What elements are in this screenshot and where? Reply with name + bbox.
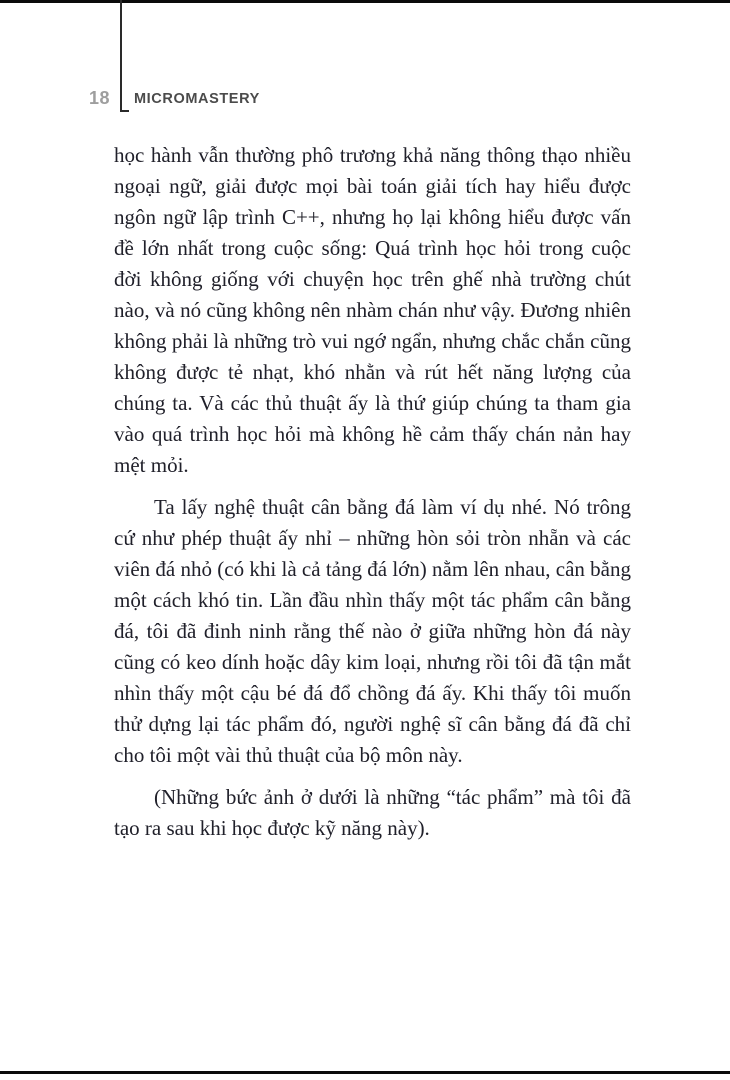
- top-edge-rule: [0, 0, 730, 3]
- paragraph-photos-note: (Những bức ảnh ở dưới là những “tác phẩm” mà tôi đã tạo ra sau khi học được kỹ năng này).: [114, 785, 631, 840]
- body-text-block: [114, 140, 631, 844]
- paragraph-stone-balancing: Ta lấy nghệ thuật cân bằng đá làm ví dụ nhé. Nó trông cứ như phép thuật ấy nhỉ – những hòn sỏi tròn nhẵn và các viên đá nhỏ (có khi là cả tảng đá lớn) nằm lên nhau, cân bằng một cách khó tin. Lần đầu nhìn thấy một tác phẩm cân bằng đá, tôi đã đinh ninh rằng thế nào ở giữa những hòn đá này cũng có keo dính hoặc dây kim loại, nhưng rồi tôi đã tận mắt nhìn thấy một cậu bé đá đổ chồng đá ấy. Khi thấy tôi muốn thử dựng lại tác phẩm đó, người nghệ sĩ cân bằng đá đã chỉ cho tôi một vài thủ thuật của bộ môn này.: [114, 495, 631, 767]
- paragraph-continuation: học hành vẫn thường phô trương khả năng thông thạo nhiều ngoại ngữ, giải được mọi bài toán giải tích hay hiểu được ngôn ngữ lập trình C++, nhưng họ lại không hiểu được vấn đề lớn nhất trong cuộc sống: Quá trình học hỏi trong cuộc đời không giống với chuyện học trên ghế nhà trường chút nào, và nó cũng không nên nhàm chán như vậy. Đương nhiên không phải là những trò vui ngớ ngẩn, nhưng chắc chắn cũng không được tẻ nhạt, khó nhằn và rút hết năng lượng của chúng ta. Và các thủ thuật ấy là thứ giúp chúng ta tham gia vào quá trình học hỏi mà không hề cảm thấy chán nản hay mệt mỏi.: [114, 143, 631, 477]
- bottom-edge-rule: [0, 1071, 730, 1074]
- running-title: MICROMASTERY: [134, 91, 260, 107]
- page-number: 18: [88, 88, 110, 108]
- header-vertical-rule: [120, 0, 129, 112]
